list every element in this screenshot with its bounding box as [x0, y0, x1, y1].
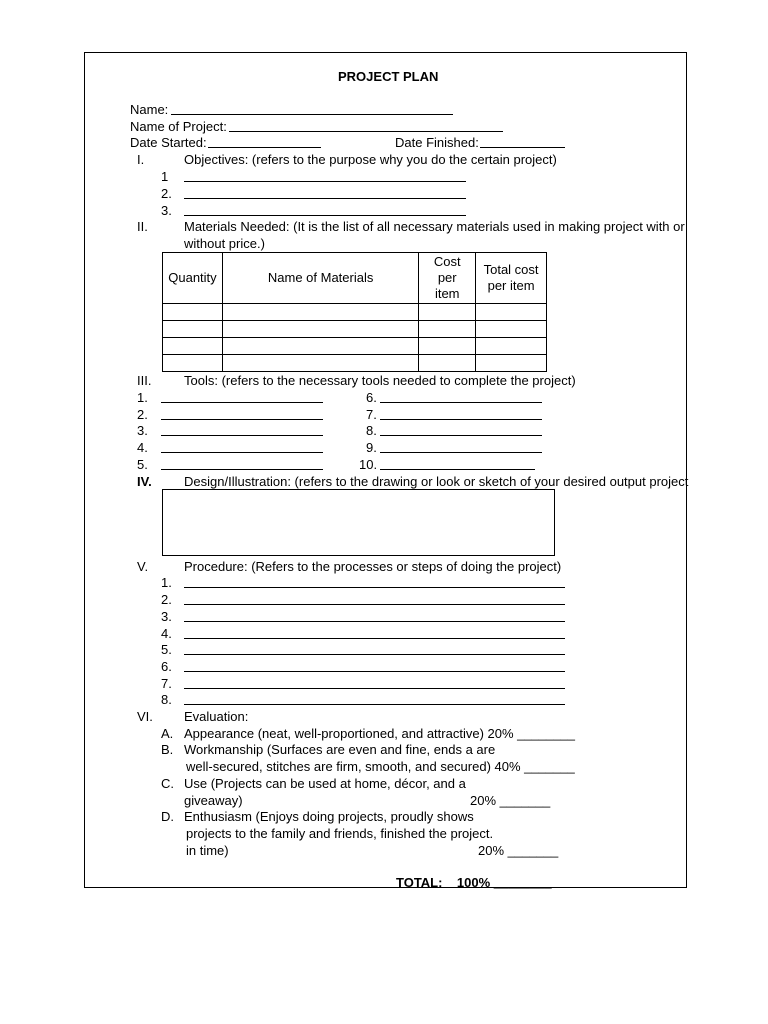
table-cell[interactable] [419, 321, 476, 338]
table-cell[interactable] [163, 338, 223, 355]
criterion-use-cont: giveaway) [184, 793, 243, 808]
tool-number: 1. [137, 390, 148, 405]
materials-heading: Materials Needed: (It is the list of all necessary materials used in making project with or [184, 219, 685, 234]
table-cell[interactable] [419, 338, 476, 355]
objective-field[interactable] [184, 198, 466, 199]
table-header-row [163, 253, 547, 304]
procedure-number: 2. [161, 592, 172, 607]
date-started-field[interactable] [208, 147, 321, 148]
criterion-enthusiasm-cont: in time) [186, 843, 229, 858]
column-header-cost-line: per [437, 270, 457, 285]
column-header-cost [419, 253, 476, 304]
procedure-number: 5. [161, 642, 172, 657]
table-cell[interactable] [222, 304, 418, 321]
criterion-workmanship: Workmanship (Surfaces are even and fine, ends a are [184, 742, 496, 757]
evaluation-numeral: VI. [137, 709, 153, 724]
name-label: Name: [130, 102, 169, 117]
tool-number: 3. [137, 423, 148, 438]
tool-field[interactable] [161, 435, 323, 436]
table-cell[interactable] [419, 304, 476, 321]
project-name-field[interactable] [229, 131, 503, 132]
procedure-number: 8. [161, 692, 172, 707]
table-row [163, 355, 547, 372]
design-heading: Design/Illustration: (refers to the drawing or look or sketch of your desired output project [184, 474, 689, 489]
column-header-total [476, 253, 547, 304]
column-header-cost-line: item [434, 286, 460, 301]
criterion-enthusiasm-score: 20% _______ [478, 843, 559, 858]
page-title: PROJECT PLAN [338, 69, 439, 84]
tool-number: 6. [366, 390, 377, 405]
objectives-numeral: I. [137, 152, 145, 167]
materials-heading-cont: without price.) [184, 236, 265, 251]
tool-number: 2. [137, 407, 148, 422]
tool-field[interactable] [380, 402, 542, 403]
date-started-label: Date Started: [130, 135, 207, 150]
procedure-number: 6. [161, 659, 172, 674]
procedure-heading: Procedure: (Refers to the processes or steps of doing the project) [184, 559, 562, 574]
design-numeral: IV. [137, 474, 152, 489]
tool-number: 10. [359, 457, 378, 472]
project-name-label: Name of Project: [130, 119, 227, 134]
objective-number: 2. [161, 186, 172, 201]
materials-table [162, 252, 547, 372]
column-header-total-line: Total cost [483, 262, 539, 277]
procedure-number: 3. [161, 609, 172, 624]
table-cell[interactable] [222, 321, 418, 338]
tool-field[interactable] [161, 469, 323, 470]
procedure-field[interactable] [184, 671, 565, 672]
table-row [163, 304, 547, 321]
column-header-total-line: per item [487, 278, 535, 293]
criterion-use: Use (Projects can be used at home, décor, and a [184, 776, 466, 791]
tool-field[interactable] [161, 419, 323, 420]
procedure-field[interactable] [184, 621, 565, 622]
tool-field[interactable] [380, 469, 535, 470]
procedure-field[interactable] [184, 604, 565, 605]
tool-field[interactable] [161, 402, 323, 403]
column-header-cost-line: Cost [433, 254, 461, 269]
procedure-field[interactable] [184, 587, 565, 588]
table-row [163, 338, 547, 355]
table-cell[interactable] [419, 355, 476, 372]
criterion-enthusiasm-cont: projects to the family and friends, finished the project. [186, 826, 494, 841]
procedure-number: 7. [161, 676, 172, 691]
procedure-number: 1. [161, 575, 172, 590]
table-cell[interactable] [476, 321, 547, 338]
table-cell[interactable] [222, 338, 418, 355]
criterion-workmanship-cont: well-secured, stitches are firm, smooth, and secured) 40% _______ [186, 759, 575, 774]
table-cell[interactable] [163, 321, 223, 338]
tool-number: 8. [366, 423, 377, 438]
objective-number: 3. [161, 203, 172, 218]
procedure-field[interactable] [184, 704, 565, 705]
total-score: TOTAL: 100% ________ [396, 875, 552, 890]
criterion-letter: C. [161, 776, 174, 791]
tool-number: 5. [137, 457, 148, 472]
date-finished-field[interactable] [480, 147, 565, 148]
objective-field[interactable] [184, 215, 466, 216]
table-row [163, 321, 547, 338]
table-cell[interactable] [476, 338, 547, 355]
column-header-quantity: Quantity [163, 253, 223, 304]
objective-number: 1 [161, 169, 169, 184]
table-cell[interactable] [476, 304, 547, 321]
criterion-appearance: Appearance (neat, well-proportioned, and attractive) 20% ________ [184, 726, 575, 741]
tools-numeral: III. [137, 373, 152, 388]
procedure-field[interactable] [184, 688, 565, 689]
procedure-numeral: V. [137, 559, 149, 574]
procedure-number: 4. [161, 626, 172, 641]
tool-number: 9. [366, 440, 377, 455]
procedure-field[interactable] [184, 654, 565, 655]
table-cell[interactable] [222, 355, 418, 372]
table-cell[interactable] [476, 355, 547, 372]
tool-field[interactable] [380, 435, 542, 436]
date-finished-label: Date Finished: [395, 135, 479, 150]
objective-field[interactable] [184, 181, 466, 182]
objectives-heading: Objectives: (refers to the purpose why you do the certain project) [184, 152, 557, 167]
criterion-letter: D. [161, 809, 174, 824]
table-cell[interactable] [163, 304, 223, 321]
procedure-field[interactable] [184, 638, 565, 639]
name-field[interactable] [171, 114, 453, 115]
criterion-use-score: 20% _______ [470, 793, 551, 808]
criterion-letter: B. [161, 742, 174, 757]
tool-field[interactable] [380, 452, 542, 453]
tool-number: 7. [366, 407, 377, 422]
materials-numeral: II. [137, 219, 148, 234]
evaluation-heading: Evaluation: [184, 709, 249, 724]
tool-number: 4. [137, 440, 148, 455]
tools-heading: Tools: (refers to the necessary tools needed to complete the project) [184, 373, 576, 388]
criterion-enthusiasm: Enthusiasm (Enjoys doing projects, proudly shows [184, 809, 474, 824]
table-cell[interactable] [163, 355, 223, 372]
tool-field[interactable] [380, 419, 542, 420]
design-drawing-box[interactable] [162, 489, 555, 556]
tool-field[interactable] [161, 452, 323, 453]
criterion-letter: A. [161, 726, 174, 741]
column-header-name: Name of Materials [222, 253, 418, 304]
